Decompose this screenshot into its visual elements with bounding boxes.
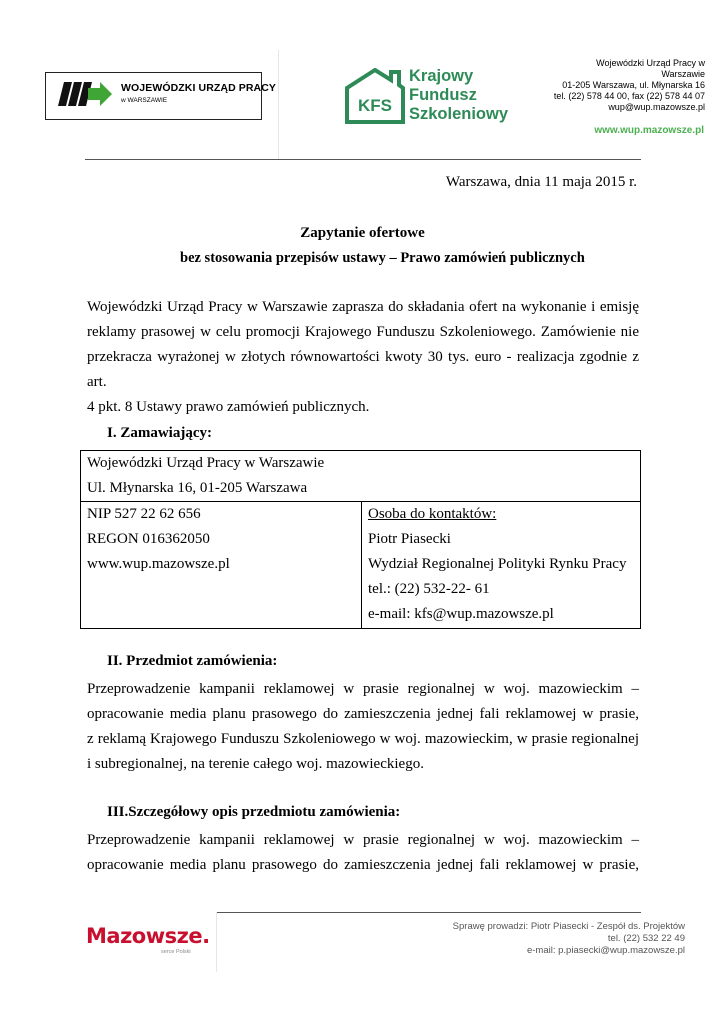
kfs-abbr: KFS [358,96,392,115]
intro-paragraph [87,295,639,420]
address-line-1: Wojewódzki Urząd Pracy w Warszawie [87,455,325,471]
contact-line-5: wup@wup.mazowsze.pl [608,102,705,112]
wup-logo-subtitle: w WARSZAWIE [121,97,168,104]
intro-line-1: Wojewódzki Urząd Pracy w Warszawie zaprasza do składania ofert na wykonanie i emisję [87,299,639,315]
footer-divider [216,912,217,972]
section-3-heading: III.Szczegółowy opis przedmiotu zamówienia: [107,804,401,820]
footer-contact [453,921,685,957]
kfs-logo-icon [345,68,405,124]
table-row [81,451,641,502]
contact-name: Piotr Piasecki [368,531,451,547]
contact-line-2: Warszawie [661,69,705,79]
section-2-line-1: Przeprowadzenie kampanii reklamowej w prasie regionalnej w woj. mazowieckim – [87,681,639,697]
document-subtitle: bez stosowania przepisów ustawy – Prawo zamówień publicznych [180,250,585,266]
contact-department: Wydział Regionalnej Polityki Rynku Pracy [368,556,627,572]
contact-person-heading: Osoba do kontaktów: [368,506,497,522]
table-cell-address [81,451,641,502]
header-divider [278,50,279,160]
contact-line-4: tel. (22) 578 44 00, fax (22) 578 44 07 [553,91,705,101]
table-cell-contact [362,502,641,629]
contracting-authority-table [80,450,641,629]
wup-logo-name: WOJEWÓDZKI URZĄD PRACY [121,82,277,94]
section-2-heading: II. Przedmiot zamówienia: [107,653,278,669]
kfs-line-2: Fundusz [409,86,477,104]
intro-line-2: reklamy prasowej w celu promocji Krajowego Funduszu Szkoleniowego. Zamówienie nie [87,324,639,340]
section-2-line-4: i subregionalnej, na terenie całego woj. mazowieckiego. [87,756,424,772]
kfs-line-1: Krajowy [409,67,474,85]
contact-line-3: 01-205 Warszawa, ul. Młynarska 16 [562,80,705,90]
intro-line-3: przekracza wyrażonej w złotych równowartości kwoty 30 tys. euro - realizacja zgodnie z art. [87,349,639,390]
table-cell-ids [81,502,362,629]
section-3-paragraph [87,828,639,878]
contact-line-1: Wojewódzki Urząd Pracy w [596,58,705,68]
section-2-line-3: z reklamą Krajowego Funduszu Szkoleniowego w woj. mazowieckim, w prasie regionalnej [87,731,639,747]
table-row [81,502,641,629]
contact-email[interactable]: e-mail: kfs@wup.mazowsze.pl [368,606,554,622]
footer-rule [216,912,641,913]
footer-line-1: Sprawę prowadzi: Piotr Piasecki - Zespół ds. Projektów [452,921,685,932]
section-2-paragraph [87,677,639,777]
kfs-line-3: Szkoleniowy [409,105,509,123]
regon: REGON 016362050 [87,531,210,547]
section-3-line-2: opracowanie media planu prasowego do zamieszczenia jednej fali reklamowej w prasie, [87,857,639,873]
header-website-link[interactable]: www.wup.mazowsze.pl [594,125,704,136]
address-line-2: Ul. Młynarska 16, 01-205 Warszawa [87,480,308,496]
wup-logo-icon [50,76,116,114]
footer-line-2: tel. (22) 532 22 49 [607,933,685,944]
nip: NIP 527 22 62 656 [87,506,201,522]
kfs-logo-text [409,67,508,124]
section-1-heading: I. Zamawiający: [107,425,212,441]
header-rule [85,159,641,160]
header-contact [505,58,705,113]
footer-line-3[interactable]: e-mail: p.piasecki@wup.mazowsze.pl [526,945,685,956]
mazowsze-logo-subtitle: serce Polski [161,949,191,955]
website-link[interactable]: www.wup.mazowsze.pl [87,556,230,572]
section-3-line-1: Przeprowadzenie kampanii reklamowej w prasie regionalnej w woj. mazowieckim – [87,832,639,848]
document-title: Zapytanie ofertowe [300,225,425,241]
mazowsze-logo: Mazowsze. [86,924,210,948]
document-date: Warszawa, dnia 11 maja 2015 r. [445,174,637,190]
contact-phone: tel.: (22) 532-22- 61 [368,581,490,597]
intro-line-4: 4 pkt. 8 Ustawy prawo zamówień publicznych. [87,399,370,415]
section-2-line-2: opracowanie media planu prasowego do zamieszczenia jednej fali reklamowej w prasie, [87,706,639,722]
